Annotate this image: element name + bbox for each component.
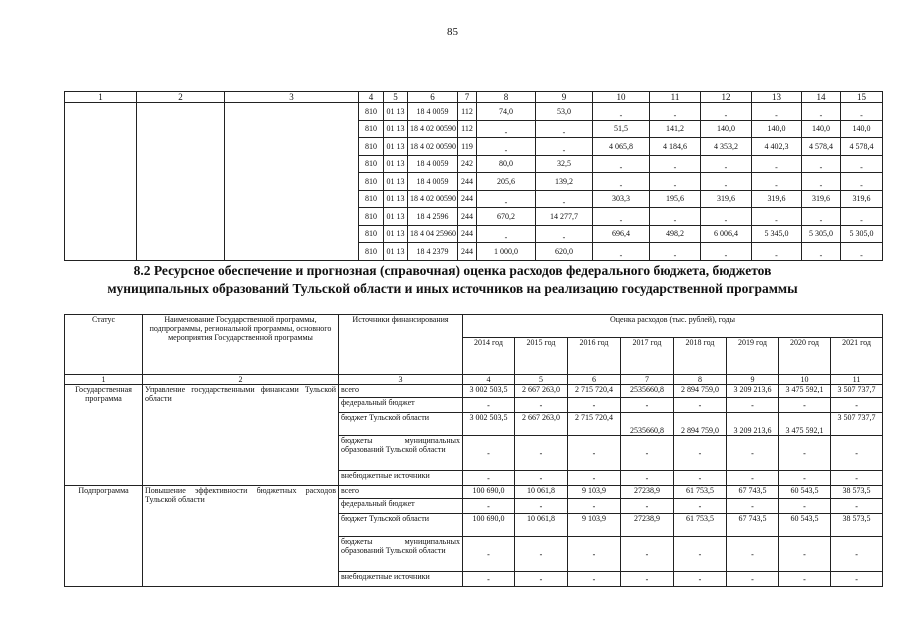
table1-cell: 498,2: [650, 225, 701, 243]
year-header: 2016 год: [568, 338, 621, 375]
value-cell: 61 753,5: [674, 486, 727, 499]
value-cell: -: [568, 537, 621, 572]
value-cell: 10 061,8: [515, 486, 568, 499]
name-header: Наименование Государственной программы, подпрограммы, региональной программы, основного мероприятия Государственной программы: [143, 315, 339, 375]
table1-cell: 18 4 04 25960: [408, 225, 458, 243]
table1-cell: 810: [359, 138, 384, 156]
table1-cell: -: [650, 173, 701, 191]
table1-empty-cell: [65, 225, 137, 243]
table1-cell: -: [593, 155, 650, 173]
value-cell: 2 667 263,0: [515, 385, 568, 398]
table1-cell: -: [841, 155, 883, 173]
table1-cell: 244: [458, 190, 477, 208]
page-number: 85: [447, 26, 458, 38]
table1-row: [65, 225, 883, 243]
estimate-header: Оценка расходов (тыс. рублей), годы: [463, 315, 883, 338]
value-cell: -: [674, 436, 727, 471]
status-cell: Подпрограмма: [65, 486, 143, 587]
table1-empty-cell: [65, 155, 137, 173]
table1-header-cell: 3: [225, 92, 359, 103]
value-cell: -: [515, 398, 568, 413]
table1-cell: 5 305,0: [841, 225, 883, 243]
value-cell: -: [515, 537, 568, 572]
value-cell: -: [779, 572, 831, 587]
value-cell: 61 753,5: [674, 514, 727, 537]
year-header: 2014 год: [463, 338, 515, 375]
value-cell: 10 061,8: [515, 514, 568, 537]
table1-cell: 18 4 02 00590: [408, 190, 458, 208]
table1-header-cell: 15: [841, 92, 883, 103]
table1-empty-cell: [137, 138, 225, 156]
source-cell: всего: [339, 385, 463, 398]
value-cell: 2 894 759,0: [674, 413, 727, 436]
value-cell: 60 543,5: [779, 486, 831, 499]
table1-cell: -: [802, 103, 841, 121]
table1-cell: -: [593, 103, 650, 121]
expenses-table-continued: [64, 91, 883, 261]
table1-cell: 303,3: [593, 190, 650, 208]
table1-cell: 319,6: [802, 190, 841, 208]
table1-empty-cell: [225, 190, 359, 208]
column-number: 7: [621, 375, 674, 385]
value-cell: -: [831, 436, 883, 471]
value-cell: 38 573,5: [831, 486, 883, 499]
table1-cell: -: [841, 103, 883, 121]
table1-cell: 140,0: [841, 120, 883, 138]
table1-empty-cell: [65, 208, 137, 226]
table1-cell: -: [841, 243, 883, 261]
table1-cell: 810: [359, 208, 384, 226]
value-cell: -: [727, 398, 779, 413]
value-cell: 3 002 503,5: [463, 385, 515, 398]
table1-cell: -: [650, 155, 701, 173]
value-cell: 3 507 737,7: [831, 385, 883, 398]
table1-cell: 620,0: [536, 243, 593, 261]
value-cell: -: [727, 537, 779, 572]
table1-cell: 1 000,0: [477, 243, 536, 261]
value-cell: 3 475 592,1: [779, 385, 831, 398]
status-header: Статус: [65, 315, 143, 375]
table1-cell: -: [477, 225, 536, 243]
table1-cell: 670,2: [477, 208, 536, 226]
source-cell: внебюджетные источники: [339, 572, 463, 587]
value-cell: -: [674, 499, 727, 514]
table1-cell: 205,6: [477, 173, 536, 191]
table1-empty-cell: [137, 103, 225, 121]
table1-cell: 18 4 0059: [408, 173, 458, 191]
table1-cell: 32,5: [536, 155, 593, 173]
value-cell: 3 209 213,6: [727, 385, 779, 398]
table1-row: [65, 243, 883, 261]
table1-empty-cell: [137, 208, 225, 226]
table1-cell: 53,0: [536, 103, 593, 121]
table2-number-row: [65, 375, 883, 385]
resource-provision-table: [64, 314, 883, 587]
table2-header-row: [65, 315, 883, 338]
value-cell: -: [674, 537, 727, 572]
table1-cell: 01 13: [384, 243, 408, 261]
value-cell: -: [621, 471, 674, 486]
table1-cell: -: [701, 155, 752, 173]
table2-row: [65, 486, 883, 499]
value-cell: 27238,9: [621, 514, 674, 537]
table1-empty-cell: [137, 190, 225, 208]
table1-empty-cell: [65, 243, 137, 261]
value-cell: 100 690,0: [463, 514, 515, 537]
table1-cell: 80,0: [477, 155, 536, 173]
table1-cell: 5 345,0: [752, 225, 802, 243]
year-header: 2017 год: [621, 338, 674, 375]
table1-cell: -: [593, 173, 650, 191]
column-number: 6: [568, 375, 621, 385]
table1-cell: 18 4 0059: [408, 103, 458, 121]
value-cell: 2 667 263,0: [515, 413, 568, 436]
table1-cell: -: [536, 190, 593, 208]
table1-cell: 51,5: [593, 120, 650, 138]
table1-cell: 696,4: [593, 225, 650, 243]
table1-header-cell: 1: [65, 92, 137, 103]
table1-cell: 195,6: [650, 190, 701, 208]
program-name-cell: Управление государственными финансами Тульской области: [143, 385, 339, 486]
value-cell: 2535660,8: [621, 413, 674, 436]
table1-cell: -: [802, 173, 841, 191]
table1-header-cell: 14: [802, 92, 841, 103]
table1-cell: -: [536, 225, 593, 243]
table1-cell: -: [593, 243, 650, 261]
table1-cell: -: [802, 208, 841, 226]
table1-cell: 4 065,8: [593, 138, 650, 156]
value-cell: -: [568, 436, 621, 471]
table1-cell: 139,2: [536, 173, 593, 191]
table1-cell: 4 353,2: [701, 138, 752, 156]
table1-cell: 141,2: [650, 120, 701, 138]
table1-cell: 140,0: [752, 120, 802, 138]
table1-cell: -: [841, 173, 883, 191]
table1-empty-cell: [225, 173, 359, 191]
table1-cell: 140,0: [701, 120, 752, 138]
value-cell: 2 894 759,0: [674, 385, 727, 398]
value-cell: -: [779, 537, 831, 572]
column-number: 1: [65, 375, 143, 385]
table1-cell: 14 277,7: [536, 208, 593, 226]
table1-cell: 244: [458, 173, 477, 191]
source-cell: бюджет Тульской области: [339, 413, 463, 436]
value-cell: -: [779, 471, 831, 486]
table1-cell: 18 4 2379: [408, 243, 458, 261]
table2-row: [65, 385, 883, 398]
table1-cell: 319,6: [701, 190, 752, 208]
table1-cell: -: [650, 243, 701, 261]
value-cell: -: [515, 572, 568, 587]
value-cell: -: [463, 499, 515, 514]
table1-cell: 01 13: [384, 120, 408, 138]
table1-empty-cell: [225, 243, 359, 261]
value-cell: -: [674, 572, 727, 587]
column-number: 3: [339, 375, 463, 385]
table1-empty-cell: [65, 103, 137, 121]
value-cell: 60 543,5: [779, 514, 831, 537]
value-cell: -: [621, 537, 674, 572]
table1-empty-cell: [65, 120, 137, 138]
column-number: 10: [779, 375, 831, 385]
value-cell: -: [831, 471, 883, 486]
source-cell: внебюджетные источники: [339, 471, 463, 486]
table1-header-cell: 7: [458, 92, 477, 103]
value-cell: -: [779, 436, 831, 471]
table1-cell: -: [701, 208, 752, 226]
table1-cell: -: [593, 208, 650, 226]
table1-header-cell: 2: [137, 92, 225, 103]
value-cell: -: [621, 398, 674, 413]
table1-cell: -: [802, 155, 841, 173]
program-name-cell: Повышение эффективности бюджетных расходов Тульской области: [143, 486, 339, 587]
table1-cell: 01 13: [384, 173, 408, 191]
table1-cell: 4 578,4: [841, 138, 883, 156]
table1-empty-cell: [65, 173, 137, 191]
table1-cell: 01 13: [384, 225, 408, 243]
table1-cell: 244: [458, 208, 477, 226]
value-cell: -: [568, 471, 621, 486]
table1-empty-cell: [225, 155, 359, 173]
column-number: 4: [463, 375, 515, 385]
table1-cell: 242: [458, 155, 477, 173]
table1-cell: -: [650, 103, 701, 121]
table1-row: [65, 155, 883, 173]
value-cell: -: [727, 471, 779, 486]
table1-cell: -: [752, 173, 802, 191]
table1-cell: -: [752, 243, 802, 261]
value-cell: 9 103,9: [568, 486, 621, 499]
value-cell: 2535660,8: [621, 385, 674, 398]
table1-header-cell: 12: [701, 92, 752, 103]
value-cell: -: [674, 398, 727, 413]
table1-cell: 4 578,4: [802, 138, 841, 156]
value-cell: -: [779, 398, 831, 413]
column-number: 2: [143, 375, 339, 385]
table1-cell: -: [802, 243, 841, 261]
value-cell: -: [779, 499, 831, 514]
table1-empty-cell: [225, 103, 359, 121]
value-cell: -: [831, 537, 883, 572]
table1-row: [65, 190, 883, 208]
table1-cell: 810: [359, 225, 384, 243]
value-cell: -: [831, 572, 883, 587]
value-cell: 67 743,5: [727, 486, 779, 499]
table1-cell: -: [536, 120, 593, 138]
table1-header-cell: 6: [408, 92, 458, 103]
table1-cell: -: [701, 103, 752, 121]
column-number: 5: [515, 375, 568, 385]
table1-header-cell: 5: [384, 92, 408, 103]
value-cell: -: [674, 471, 727, 486]
table1-empty-cell: [225, 208, 359, 226]
table1-empty-cell: [137, 120, 225, 138]
value-cell: 3 209 213,6: [727, 413, 779, 436]
table1-cell: 244: [458, 243, 477, 261]
table1-header-cell: 9: [536, 92, 593, 103]
source-cell: бюджеты муниципальных образований Тульской области: [339, 537, 463, 572]
table1-cell: 112: [458, 120, 477, 138]
year-header: 2020 год: [779, 338, 831, 375]
table1-cell: 810: [359, 103, 384, 121]
table1-cell: -: [477, 120, 536, 138]
value-cell: -: [515, 436, 568, 471]
table1-cell: 810: [359, 173, 384, 191]
table1-cell: 112: [458, 103, 477, 121]
section-title-line-2: муниципальных образований Тульской области и иных источников на реализацию государственной программы: [107, 281, 798, 296]
table1-cell: -: [752, 103, 802, 121]
table1-empty-cell: [225, 138, 359, 156]
table1-cell: -: [752, 155, 802, 173]
table1-cell: 119: [458, 138, 477, 156]
table1-cell: 01 13: [384, 190, 408, 208]
table1-cell: 18 4 02 00590: [408, 120, 458, 138]
table1-empty-cell: [65, 138, 137, 156]
table1-cell: -: [477, 138, 536, 156]
table1-row: [65, 120, 883, 138]
table1-cell: 18 4 0059: [408, 155, 458, 173]
table1-cell: 319,6: [841, 190, 883, 208]
table1-cell: -: [650, 208, 701, 226]
value-cell: 3 507 737,7: [831, 413, 883, 436]
table1-cell: 4 184,6: [650, 138, 701, 156]
source-cell: бюджет Тульской области: [339, 514, 463, 537]
table1-cell: 810: [359, 190, 384, 208]
source-cell: федеральный бюджет: [339, 499, 463, 514]
source-cell: федеральный бюджет: [339, 398, 463, 413]
source-cell: бюджеты муниципальных образований Тульской области: [339, 436, 463, 471]
table1-cell: 01 13: [384, 155, 408, 173]
value-cell: 9 103,9: [568, 514, 621, 537]
value-cell: -: [463, 471, 515, 486]
table1-cell: -: [752, 208, 802, 226]
table1-cell: 810: [359, 155, 384, 173]
value-cell: 67 743,5: [727, 514, 779, 537]
column-number: 11: [831, 375, 883, 385]
table1-cell: 01 13: [384, 208, 408, 226]
value-cell: -: [727, 499, 779, 514]
section-title: [0, 262, 905, 298]
table1-cell: 244: [458, 225, 477, 243]
year-header: 2018 год: [674, 338, 727, 375]
value-cell: -: [568, 398, 621, 413]
table1-empty-cell: [137, 243, 225, 261]
table1-empty-cell: [137, 173, 225, 191]
table1-cell: -: [841, 208, 883, 226]
value-cell: -: [727, 572, 779, 587]
value-cell: -: [568, 499, 621, 514]
value-cell: 3 475 592,1: [779, 413, 831, 436]
value-cell: -: [463, 398, 515, 413]
value-cell: -: [515, 471, 568, 486]
section-title-line-1: 8.2 Ресурсное обеспечение и прогнозная (справочная) оценка расходов федерального бюджета, бюджетов: [133, 263, 772, 278]
table1-header-cell: 13: [752, 92, 802, 103]
table1-cell: 810: [359, 120, 384, 138]
table1-header-cell: 10: [593, 92, 650, 103]
value-cell: -: [463, 436, 515, 471]
table1-cell: 4 402,3: [752, 138, 802, 156]
table1-cell: 5 305,0: [802, 225, 841, 243]
value-cell: 38 573,5: [831, 514, 883, 537]
value-cell: 3 002 503,5: [463, 413, 515, 436]
table1-header-row: [65, 92, 883, 103]
table1-cell: 18 4 2596: [408, 208, 458, 226]
value-cell: 2 715 720,4: [568, 413, 621, 436]
year-header: 2015 год: [515, 338, 568, 375]
value-cell: -: [463, 572, 515, 587]
table1-cell: -: [701, 173, 752, 191]
value-cell: -: [621, 499, 674, 514]
table1-empty-cell: [137, 225, 225, 243]
value-cell: -: [515, 499, 568, 514]
column-number: 8: [674, 375, 727, 385]
table1-cell: 01 13: [384, 103, 408, 121]
table1-row: [65, 138, 883, 156]
value-cell: -: [621, 436, 674, 471]
table1-header-cell: 11: [650, 92, 701, 103]
table1-empty-cell: [225, 225, 359, 243]
value-cell: 27238,9: [621, 486, 674, 499]
table1-header-cell: 4: [359, 92, 384, 103]
table1-cell: -: [701, 243, 752, 261]
year-header: 2019 год: [727, 338, 779, 375]
status-cell: Государственная программа: [65, 385, 143, 486]
table1-empty-cell: [137, 155, 225, 173]
year-header: 2021 год: [831, 338, 883, 375]
table1-cell: 810: [359, 243, 384, 261]
source-cell: всего: [339, 486, 463, 499]
table1-empty-cell: [225, 120, 359, 138]
value-cell: -: [831, 499, 883, 514]
table1-cell: 6 006,4: [701, 225, 752, 243]
column-number: 9: [727, 375, 779, 385]
table1-row: [65, 103, 883, 121]
value-cell: -: [568, 572, 621, 587]
table1-empty-cell: [65, 190, 137, 208]
table1-row: [65, 173, 883, 191]
table1-cell: 140,0: [802, 120, 841, 138]
table1-cell: -: [536, 138, 593, 156]
table1-cell: 01 13: [384, 138, 408, 156]
value-cell: -: [727, 436, 779, 471]
value-cell: -: [831, 398, 883, 413]
table1-row: [65, 208, 883, 226]
table1-cell: -: [477, 190, 536, 208]
value-cell: -: [621, 572, 674, 587]
value-cell: -: [463, 537, 515, 572]
table1-header-cell: 8: [477, 92, 536, 103]
table1-cell: 319,6: [752, 190, 802, 208]
value-cell: 2 715 720,4: [568, 385, 621, 398]
table1-cell: 74,0: [477, 103, 536, 121]
value-cell: 100 690,0: [463, 486, 515, 499]
table1-cell: 18 4 02 00590: [408, 138, 458, 156]
sources-header: Источники финансирования: [339, 315, 463, 375]
